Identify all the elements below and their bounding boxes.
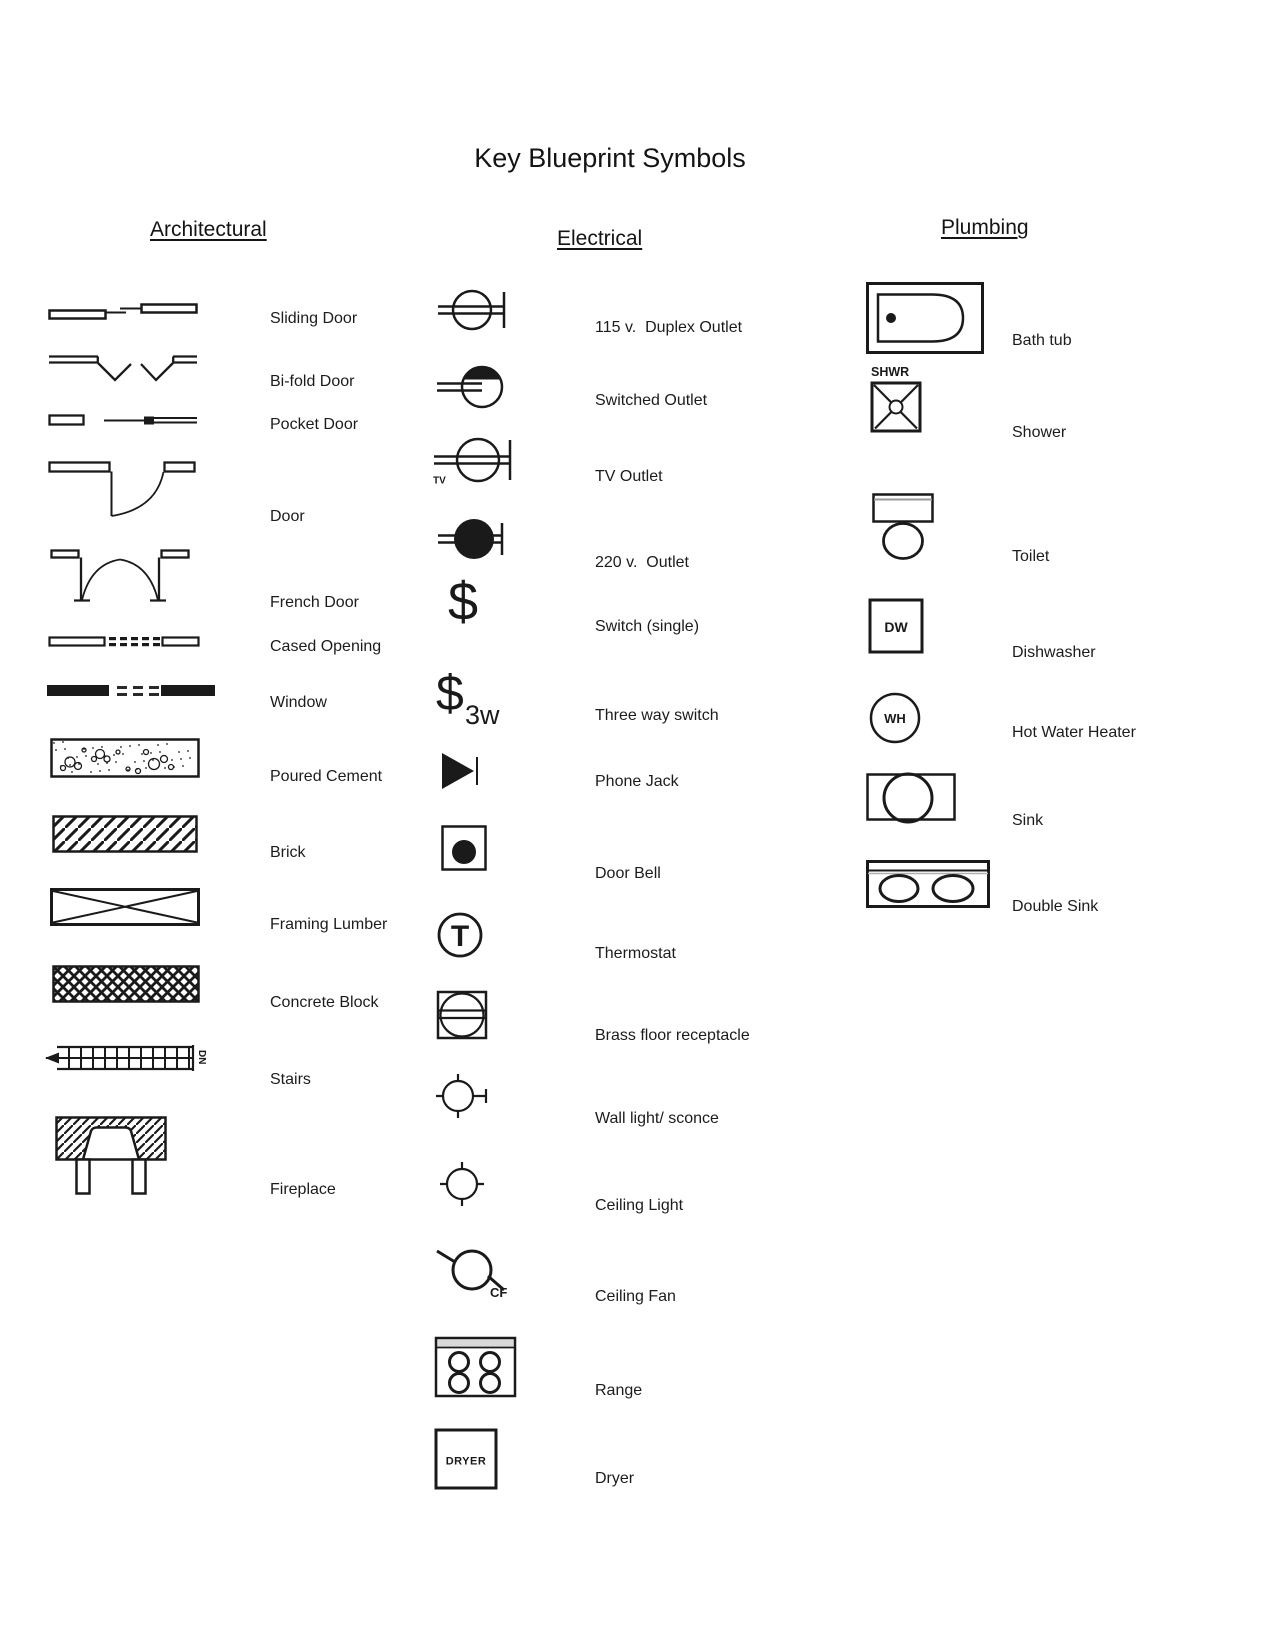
range-label: Range	[595, 1382, 643, 1399]
range-symbol	[434, 1332, 518, 1398]
switch-single-label: Switch (single)	[595, 618, 700, 635]
dryer-symbol	[434, 1428, 498, 1490]
switched-outlet-label: Switched Outlet	[595, 392, 708, 409]
window-label: Window	[270, 694, 327, 711]
ceiling-fan-cf-text: CF	[490, 1285, 508, 1300]
framing-lumber-symbol	[50, 888, 200, 926]
hot-water-heater-symbol	[868, 692, 924, 744]
floor-receptacle-symbol	[436, 990, 488, 1040]
tv-outlet-text: TV	[433, 475, 446, 487]
three-way-switch-label: Three way switch	[595, 707, 719, 724]
pocket-door-label: Pocket Door	[270, 416, 359, 433]
door-label: Door	[270, 508, 305, 525]
concrete-block-symbol	[52, 965, 200, 1003]
stairs-direction-text: DN	[196, 1050, 207, 1065]
switch-dollar-text: $	[447, 572, 479, 632]
stairs-label: Stairs	[270, 1071, 311, 1088]
phone-jack-label: Phone Jack	[595, 773, 679, 790]
sink-label: Sink	[1012, 812, 1044, 829]
brass-floor-receptacle-label: Brass floor receptacle	[595, 1027, 750, 1044]
three-way-switch-symbol	[434, 664, 518, 730]
dishwasher-symbol	[868, 598, 924, 654]
water-heater-wh-text: WH	[884, 711, 906, 726]
shower-shwr-text: SHWR	[871, 365, 910, 379]
tv-outlet-label: TV Outlet	[595, 468, 663, 485]
hot-water-heater-label: Hot Water Heater	[1012, 724, 1136, 741]
thermostat-symbol	[436, 912, 486, 958]
double-sink-symbol	[866, 860, 990, 908]
ceiling-light-label: Ceiling Light	[595, 1197, 684, 1214]
thermostat-label: Thermostat	[595, 945, 676, 962]
ceiling-fan-symbol	[434, 1244, 512, 1300]
sliding-door-symbol	[48, 303, 198, 321]
toilet-symbol	[872, 492, 934, 564]
poured-cement-label: Poured Cement	[270, 768, 383, 785]
ceiling-fan-label: Ceiling Fan	[595, 1288, 676, 1305]
window-symbol	[47, 682, 215, 698]
bi-fold-door-label: Bi-fold Door	[270, 373, 355, 390]
section-header-electrical: Electrical	[557, 227, 643, 250]
sliding-door-label: Sliding Door	[270, 310, 358, 327]
sink-symbol	[866, 770, 956, 822]
wall-light-sconce-label: Wall light/ sconce	[595, 1110, 719, 1127]
door-bell-label: Door Bell	[595, 865, 661, 882]
cased-opening-symbol	[48, 635, 200, 648]
french-door-label: French Door	[270, 594, 359, 611]
fireplace-symbol	[55, 1116, 167, 1196]
ceiling-light-symbol	[434, 1158, 490, 1208]
door-symbol	[48, 461, 196, 519]
brick-label: Brick	[270, 844, 306, 861]
three-way-subscript-text: 3w	[465, 700, 500, 730]
dryer-label: Dryer	[595, 1470, 635, 1487]
cased-opening-label: Cased Opening	[270, 638, 382, 655]
section-header-architectural: Architectural	[150, 218, 267, 241]
bath-tub-symbol	[866, 282, 984, 354]
french-door-symbol	[50, 549, 190, 605]
pocket-door-symbol	[48, 413, 198, 427]
fireplace-label: Fireplace	[270, 1181, 336, 1198]
dishwasher-label: Dishwasher	[1012, 644, 1096, 661]
bifold-door-symbol	[48, 354, 198, 382]
page-title: Key Blueprint Symbols	[474, 143, 746, 173]
framing-lumber-label: Framing Lumber	[270, 916, 388, 933]
toilet-label: Toilet	[1012, 548, 1050, 565]
double-sink-label: Double Sink	[1012, 898, 1099, 915]
switch-single-symbol	[448, 570, 478, 634]
115-v-duplex-outlet-label: 115 v. Duplex Outlet	[595, 319, 743, 336]
tv-outlet-symbol	[432, 436, 520, 487]
switched-outlet-symbol	[436, 364, 508, 410]
outlet-220-symbol	[436, 517, 514, 561]
brick-symbol	[52, 815, 198, 853]
thermostat-t-text: T	[450, 920, 470, 953]
duplex-outlet-symbol	[436, 288, 514, 332]
stairs-symbol	[43, 1042, 208, 1078]
poured-cement-symbol	[50, 738, 200, 778]
bath-tub-label: Bath tub	[1012, 332, 1072, 349]
switch-dollar-text: $	[436, 665, 464, 721]
dishwasher-dw-text: DW	[884, 619, 908, 635]
section-header-plumbing: Plumbing	[941, 216, 1029, 239]
concrete-block-label: Concrete Block	[270, 994, 379, 1011]
dryer-box-text: DRYER	[445, 1455, 487, 1468]
door-bell-symbol	[438, 824, 490, 876]
wall-sconce-symbol	[430, 1070, 492, 1120]
shower-label: Shower	[1012, 424, 1067, 441]
phone-jack-symbol	[440, 750, 484, 792]
220-v-outlet-label: 220 v. Outlet	[595, 554, 689, 571]
shower-symbol	[868, 364, 932, 436]
